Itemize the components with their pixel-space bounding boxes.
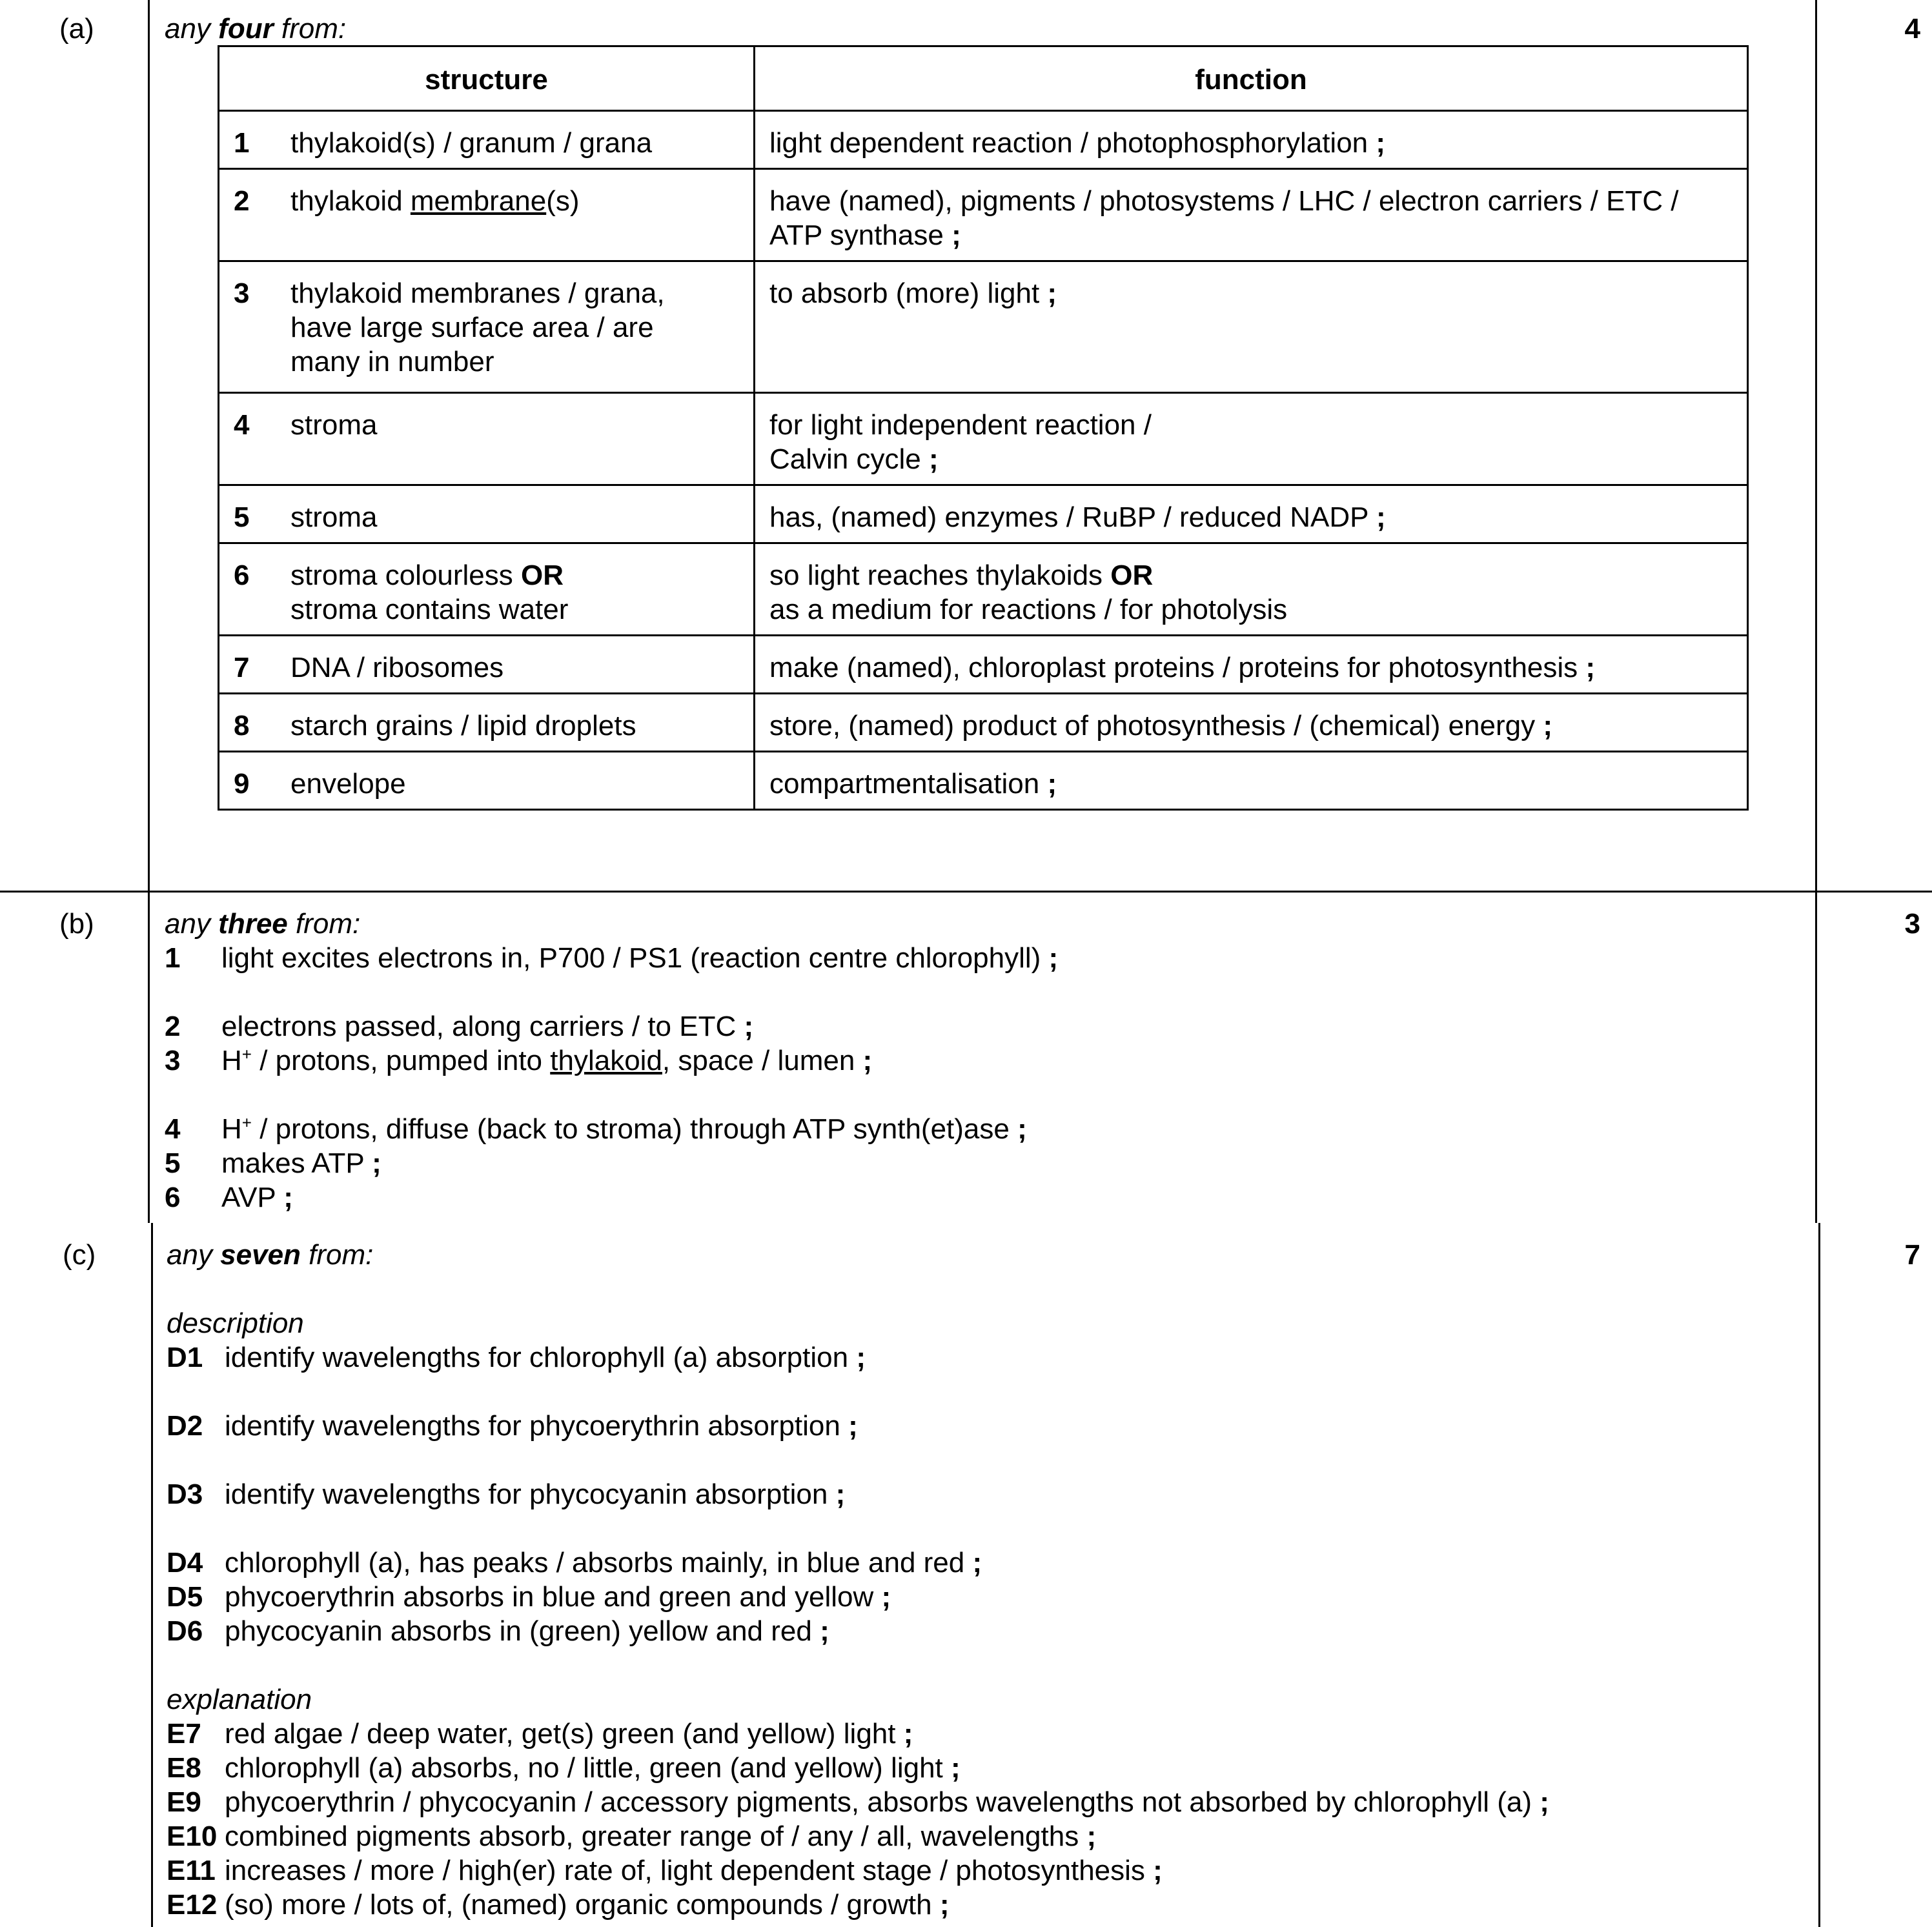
table-row [219,694,1748,752]
function-cell [755,111,1748,169]
structure-cell [219,393,755,485]
table-row [219,169,1748,261]
explanation-heading: explanation [167,1684,312,1715]
function-cell [755,393,1748,485]
list-item: 5 makes ATP ; [165,1147,381,1179]
structure-cell [219,752,755,810]
table-row [219,543,1748,636]
structure-text: DNA / ribosomes [290,652,504,683]
marks-c: 7 [1904,1239,1920,1271]
intro-a: any four from: [165,13,347,45]
row-number: 1 [234,127,250,159]
function-cell [755,694,1748,752]
structure-cell [219,543,755,636]
table-row [219,636,1748,694]
function-text: light dependent reaction / photophosphorylation [769,127,1368,159]
list-item: 4 H+ / protons, diffuse (back to stroma) through ATP synth(et)ase ; [165,1113,1027,1145]
list-item: E12 (so) more / lots of, (named) organic compounds / growth ; [167,1889,950,1921]
row-number: 2 [234,185,250,217]
mark-point: ; [1047,768,1057,800]
intro-c: any seven from: [167,1239,374,1271]
right-column-divider [1815,0,1817,1223]
row-number: 9 [234,768,250,800]
list-item: 2 electrons passed, along carriers / to ETC ; [165,1011,754,1042]
structure-cell [219,694,755,752]
function-cell [755,485,1748,543]
row-number: 4 [234,409,250,441]
structure-cell [219,169,755,261]
list-item: E7 red algae / deep water, get(s) green (and yellow) light ; [167,1718,913,1750]
answer-list-b [165,907,1058,1215]
function-text: Calvin cycle [769,443,921,475]
marks-a: 4 [1904,13,1920,45]
left-column-divider [148,0,150,1223]
function-text: store, (named) product of photosynthesis / (chemical) energy [769,710,1536,742]
left-column-divider-c [151,1223,153,1927]
list-item: E10 combined pigments absorb, greater range of / any / all, wavelengths ; [167,1821,1097,1852]
structure-text: thylakoid membranes / grana, have large surface area / are many in number [290,277,665,378]
marks-b: 3 [1904,908,1920,940]
intro-b: any three from: [165,908,361,940]
structure-text: thylakoid membrane(s) [290,185,580,217]
structure-function-table [218,45,1749,811]
list-item: 1 light excites electrons in, P700 / PS1 (reaction centre chlorophyll) ; [165,942,1059,974]
function-cell [755,169,1748,261]
list-item: 6 AVP ; [165,1182,293,1213]
table-row [219,111,1748,169]
right-column-divider-c [1818,1223,1820,1927]
list-item: D4 chlorophyll (a), has peaks / absorbs mainly, in blue and red ; [167,1547,982,1579]
list-item: E9 phycoerythrin / phycocyanin / accessory pigments, absorbs wavelengths not absorbed by chlorophyll (a) ; [167,1786,1549,1818]
list-item: D1 identify wavelengths for chlorophyll (a) absorption ; [167,1342,866,1373]
question-label-c: (c) [63,1239,96,1271]
list-item: D3 identify wavelengths for phycocyanin absorption ; [167,1478,846,1510]
function-text: for light independent reaction / [769,409,1152,441]
list-item: 3 H+ / protons, pumped into thylakoid, space / lumen ; [165,1044,873,1076]
structure-text: stroma [290,409,378,441]
question-label-a: (a) [59,13,94,45]
mark-point: ; [1543,710,1552,742]
structure-text: starch grains / lipid droplets [290,710,636,742]
table-row [219,752,1748,810]
table-row [219,485,1748,543]
mark-point: ; [1376,501,1386,533]
structure-cell [219,261,755,393]
function-text: make (named), chloroplast proteins / proteins for photosynthesis [769,652,1578,683]
mark-point: ; [1047,277,1057,309]
structure-text: envelope [290,768,406,800]
function-cell [755,636,1748,694]
structure-text: stroma [290,501,378,533]
structure-cell [219,485,755,543]
row-number: 7 [234,652,250,683]
list-item: D6 phycocyanin absorbs in (green) yellow and red ; [167,1615,829,1647]
table-header-row [219,46,1748,111]
list-item: E8 chlorophyll (a) absorbs, no / little, green (and yellow) light ; [167,1752,961,1784]
row-number: 6 [234,560,250,591]
function-text: compartmentalisation [769,768,1040,800]
function-text: so light reaches thylakoids [769,560,1111,591]
table-row [219,393,1748,485]
function-cell [755,752,1748,810]
structure-text: thylakoid(s) / granum / grana [290,127,653,159]
answer-list-c [167,1238,1549,1922]
function-text: have (named), pigments / photosystems / LHC / electron carriers / ETC / ATP synthase [769,185,1679,251]
question-label-b: (b) [59,908,94,940]
function-text: to absorb (more) light [769,277,1040,309]
function-text: as a medium for reactions / for photolysis [769,594,1288,625]
structure-cell [219,636,755,694]
list-item: D2 identify wavelengths for phycoerythrin absorption ; [167,1410,858,1442]
structure-cell [219,111,755,169]
list-item: D5 phycoerythrin absorbs in blue and green and yellow ; [167,1581,891,1613]
list-item: E11 increases / more / high(er) rate of, light dependent stage / photosynthesis ; [167,1855,1163,1886]
mark-point: ; [1376,127,1386,159]
mark-point: ; [1585,652,1596,683]
row-number: 5 [234,501,250,533]
row-divider-a-b [0,891,1932,893]
function-text: has, (named) enzymes / RuBP / reduced NADP [769,501,1368,533]
mark-point: ; [951,219,961,251]
description-heading: description [167,1307,304,1339]
table-row [219,261,1748,393]
function-cell [755,261,1748,393]
function-cell: so light reaches thylakoids OR as a medium for reactions / for photolysis [755,543,1748,636]
row-number: 8 [234,710,250,742]
header-function: function [755,46,1748,111]
header-structure: structure [219,46,755,111]
row-number: 3 [234,277,250,309]
mark-point: ; [928,443,939,475]
structure-text: stroma colourless OR stroma contains water [290,560,569,625]
